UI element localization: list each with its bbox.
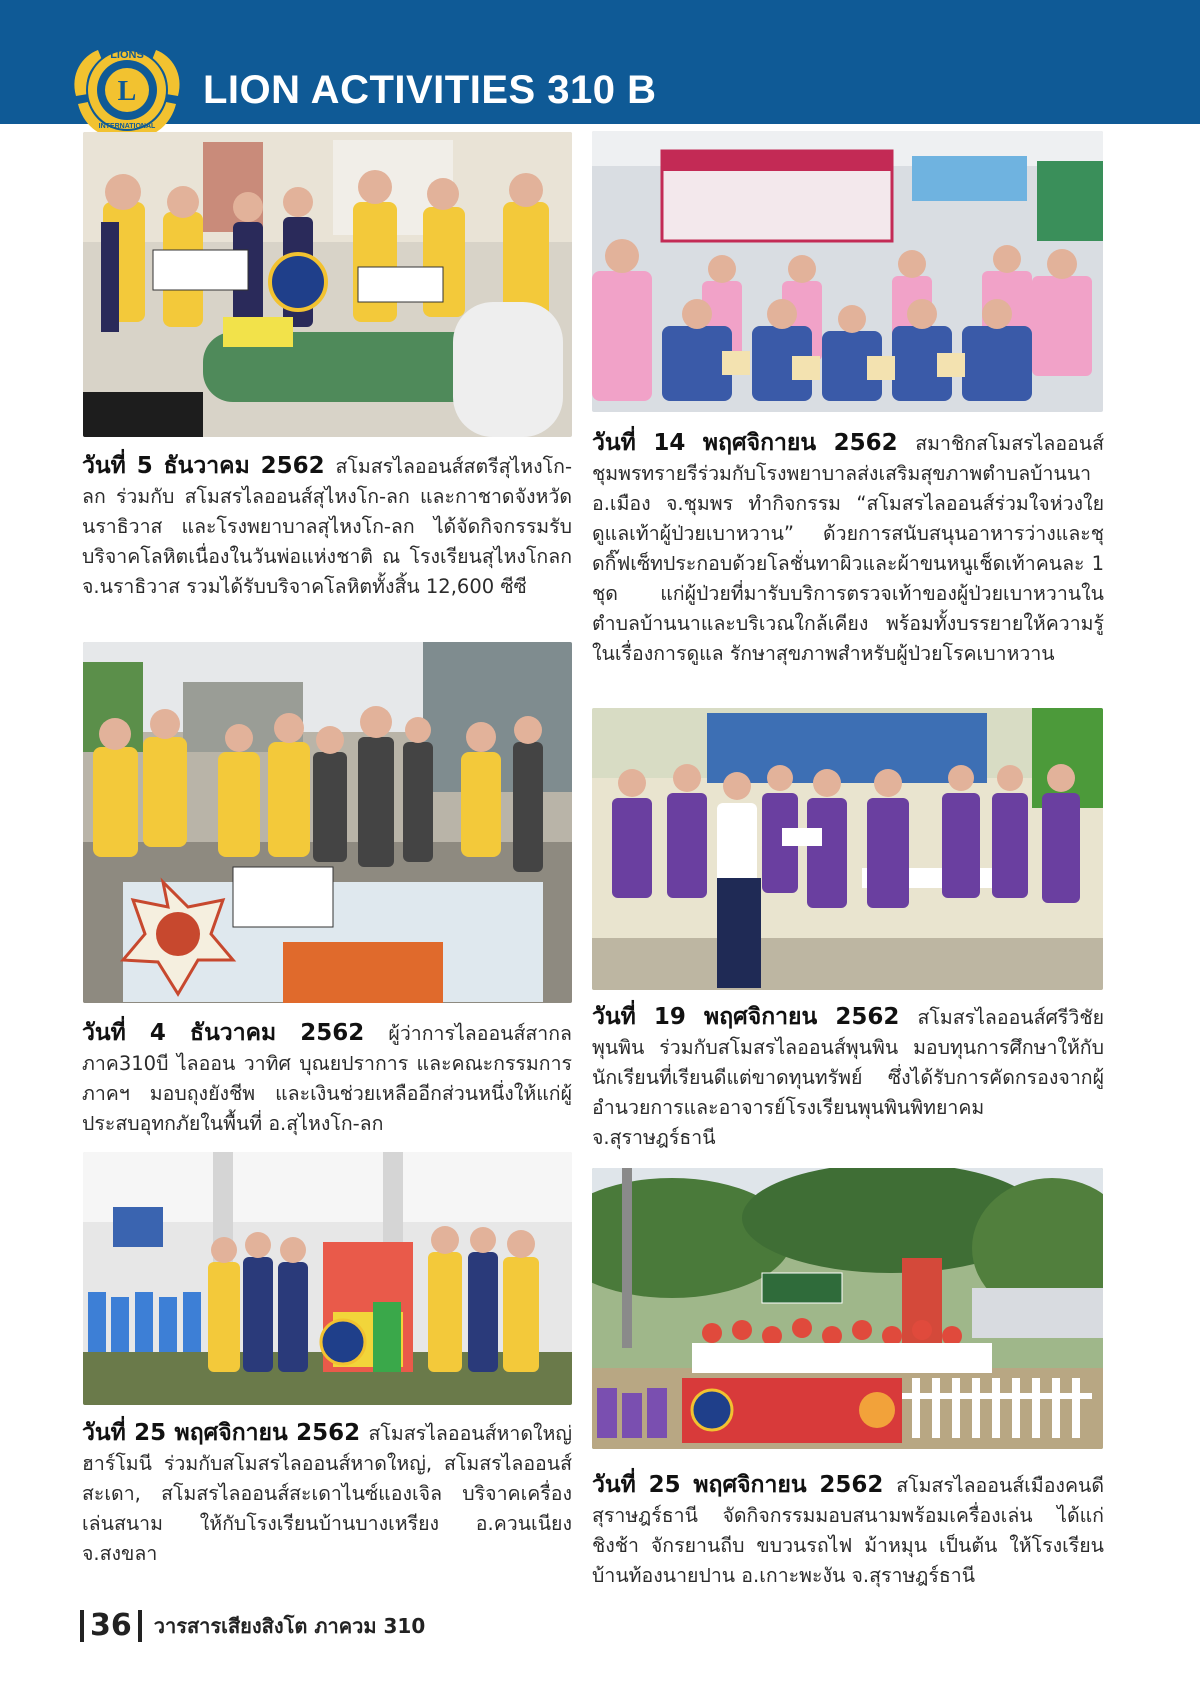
- photo-blood-donation: [83, 132, 572, 437]
- logo-letter: L: [117, 76, 137, 107]
- article-body: สโมสรไลออนส์สตรีสุไหงโก-ลก ร่วมกับ สโมสรไลออนส์สุไหงโก-ลก และกาชาดจังหวัดนราธิวาส และโรงพยาบาลสุไหงโก-ลก ได้จัดกิจกรรมรับบริจาคโลหิตเนื่องในวันพ่อแห่งชาติ ณ โรงเรียนสุไหงโกลก จ.นราธิวาส รวมได้รับบริจาคโลหิตทั้งสิ้น 12,600 ซีซี: [82, 455, 572, 598]
- page-footer: [80, 1610, 425, 1642]
- article-date: วันที่ 4 ธันวาคม 2562: [82, 1020, 389, 1046]
- page-title: LION ACTIVITIES 310 B: [203, 68, 657, 112]
- article-date: วันที่ 14 พฤศจิกายน 2562: [592, 430, 916, 456]
- photo-scholarship: [592, 708, 1103, 990]
- photo-diabetes-care: [592, 131, 1103, 412]
- article-body: สโมสรไลออนส์หาดใหญ่ ฮาร์โมนี ร่วมกับสโมสรไลออนส์หาดใหญ่, สโมสรไลออนส์สะเดา, สโมสรไลออนส์สะเดาไนซ์แองเจิล บริจาคเครื่องเล่นสนาม ให้กับโรงเรียนบ้านบางเหรียง อ.ควนเนียง จ.สงขลา: [82, 1422, 572, 1565]
- article-2: [82, 1018, 572, 1139]
- page-number: 36: [80, 1610, 142, 1642]
- photo-school-playground: [592, 1168, 1103, 1449]
- logo-text-bottom: INTERNATIONAL: [98, 123, 156, 130]
- article-date: วันที่ 25 พฤศจิกายน 2562: [82, 1420, 369, 1446]
- photo-flood-relief: [83, 642, 572, 1003]
- magazine-name: วารสารเสียงสิงโต ภาควม 310: [153, 1614, 426, 1638]
- lions-logo: [68, 34, 186, 146]
- article-body: สโมสรไลออนส์ศรีวิชัยพุนพิน ร่วมกับสโมสรไลออนส์พุนพิน มอบทุนการศึกษาให้กับนักเรียนที่เรียนดีแต่ขาดทุนทรัพย์ ซึ่งได้รับการคัดกรองจากผู้อำนวยการและอาจารย์โรงเรียนพุนพินพิทยาคม จ.สุราษฎร์ธานี: [592, 1006, 1104, 1149]
- article-date: วันที่ 19 พฤศจิกายน 2562: [592, 1004, 918, 1030]
- article-6: [592, 1470, 1104, 1591]
- article-body: ผู้ว่าการไลออนส์สากลภาค310บี ไลออน วาทิศ บุณยปราการ และคณะกรรมการภาคฯ มอบถุงยังชีพ และเงินช่วยเหลืออีกส่วนหนึ่งให้แก่ผู้ประสบอุทกภัยในพื้นที่ อ.สุไหงโก-ลก: [82, 1022, 572, 1135]
- photo-playground-donation: [83, 1152, 572, 1405]
- article-date: วันที่ 5 ธันวาคม 2562: [82, 453, 336, 479]
- article-date: วันที่ 25 พฤศจิกายน 2562: [592, 1472, 897, 1498]
- logo-text-top: LIONS: [110, 49, 144, 61]
- article-3: [82, 1418, 572, 1569]
- article-4: [592, 428, 1104, 669]
- article-1: [82, 451, 572, 602]
- article-5: [592, 1002, 1104, 1153]
- article-body: สโมสรไลออนส์เมืองคนดีสุราษฎร์ธานี จัดกิจกรรมมอบสนามพร้อมเครื่องเล่น ได้แก่ ชิงช้า จักรยานถีบ ขบวนรถไฟ ม้าหมุน เป็นต้น ให้โรงเรียนบ้านท้องนายปาน อ.เกาะพะงัน จ.สุราษฎร์ธานี: [592, 1474, 1104, 1587]
- article-body: สมาชิกสโมสรไลออนส์ชุมพรทรายรีร่วมกับโรงพยาบาลส่งเสริมสุขภาพตำบลบ้านนา อ.เมือง จ.ชุมพร ทำกิจกรรม “สโมสรไลออนส์ร่วมใจห่วงใยดูแลเท้าผู้ป่วยเบาหวาน” ด้วยการสนับสนุนอาหารว่างและชุดกิ๊ฟเซ็ทประกอบด้วยโลชั่นทาผิวและผ้าขนหนูเช็ดเท้าคนละ 1 ชุด แก่ผู้ป่วยที่มารับบริการตรวจเท้าของผู้ป่วยเบาหวานในตำบลบ้านนาและบริเวณใกล้เคียง พร้อมทั้งบรรยายให้ความรู้ในเรื่องการดูแล รักษาสุขภาพสำหรับผู้ป่วยโรคเบาหวาน: [592, 432, 1104, 665]
